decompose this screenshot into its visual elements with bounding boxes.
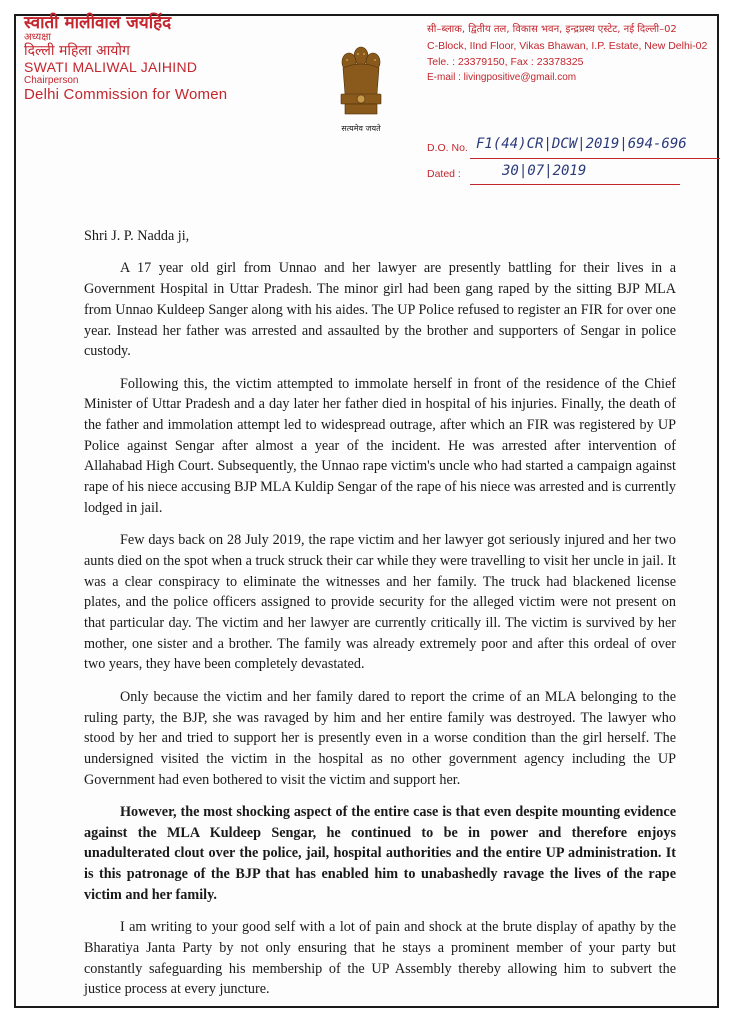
email-address: E-mail : livingpositive@gmail.com	[427, 72, 577, 83]
emblem-caption: सत्यमेव जयते	[341, 124, 381, 133]
letterhead-left	[24, 14, 324, 103]
paragraph: I am writing to your good self with a lot of pain and shock at the brute display of apathy by the Bharatiya Janta Party by not only ensuring that he stays a prominent member of your party but constantly safeguarding his membership of the UP Assembly thereby allowing him to subvert the justice process at every juncture.	[84, 919, 676, 998]
paragraph: Only because the victim and her family dared to report the crime of an MLA belonging to the ruling party, the BJP, she was ravaged by him and her entire family was destroyed. The lawyer who stood by her and tried to support her is presently even in a worse condition than the girl herself. The undersigned visited the victim in the hospital as no other government agency including the UP Government had even bothered to visit the victim and support her.	[84, 688, 676, 788]
title-english: Chairperson	[24, 75, 79, 86]
name-hindi: स्वाती मालीवाल जयहिंद	[24, 13, 172, 33]
phone-fax: Tele. : 23379150, Fax : 23378325	[427, 56, 584, 68]
letter-body	[84, 226, 676, 1012]
org-hindi: दिल्ली महिला आयोग	[24, 43, 130, 59]
dated-label: Dated :	[427, 168, 461, 180]
do-number: F1(44)CR|DCW|2019|694-696	[476, 136, 687, 152]
do-label: D.O. No.	[427, 142, 468, 154]
title-hindi: अध्यक्षा	[24, 32, 51, 43]
paragraph: A 17 year old girl from Unnao and her lawyer are presently battling for their lives in a Government Hospital in Uttar Pradesh. The minor girl had been gang raped by the sitting BJP MLA from Unnao Kuldeep Sanger along with his aides. The UP Police refused to register an FIR for over one year. Instead her father was arrested and assaulted by the brother and supporters of Sengar in police custody.	[84, 260, 676, 360]
org-english: Delhi Commission for Women	[24, 86, 228, 103]
paragraph-bold: However, the most shocking aspect of the entire case is that even despite mounting evidence against the MLA Kuldeep Sengar, he continued to be in power and therefore enjoys unadulterated clout over the police, jail, hospital authorities and the entire UP administration. It is this patronage of the BJP that has enabled him to unabashedly ravage the lives of the rape victim and her family.	[84, 804, 676, 903]
name-english: SWATI MALIWAL JAIHIND	[24, 59, 198, 75]
paragraph: Few days back on 28 July 2019, the rape victim and her lawyer got seriously injured and her two aunts died on the spot when a truck struck their car while they were travelling to visit her uncle in jail. It was a clear conspiracy to eliminate the witnesses and her family. The truck had blackened license plates, and the police officers assigned to provide security for the alleged victim were not present on that particular day. The victim and her lawyer are currently critically ill. The victim is survived by her mother, one sister and a brother. The family was already extremely poor and after this ordeal of over two years, they have been completely devastated.	[84, 532, 676, 673]
dated-value: 30|07|2019	[502, 163, 587, 179]
do-underline	[470, 158, 720, 159]
dated-underline	[470, 184, 680, 185]
address-hindi: सी–ब्लाक, द्वितीय तल, विकास भवन, इन्द्रप्रस्थ एस्टेट, नई दिल्ली–02	[427, 24, 677, 35]
national-emblem-icon	[333, 42, 389, 134]
paragraph: Following this, the victim attempted to immolate herself in front of the residence of the Chief Minister of Uttar Pradesh and a day later her father died in hospital of his injuries. Finally, the death of the father and immolation attempt led to widespread outrage, after which an FIR was registered by UP Police against Sengar after almost a year of the incident. He was arrested after intervention of Allahabad High Court. Subsequently, the Unnao rape victim's uncle who had started a campaign against rape of his niece accusing BJP MLA Kuldip Sengar of the rape of his niece was arrested and is currently lodged in jail.	[84, 375, 676, 516]
salutation: Shri J. P. Nadda ji,	[84, 228, 190, 244]
address-english: C-Block, IInd Floor, Vikas Bhawan, I.P. Estate, New Delhi-02	[427, 40, 708, 52]
letterhead-right	[427, 22, 717, 86]
